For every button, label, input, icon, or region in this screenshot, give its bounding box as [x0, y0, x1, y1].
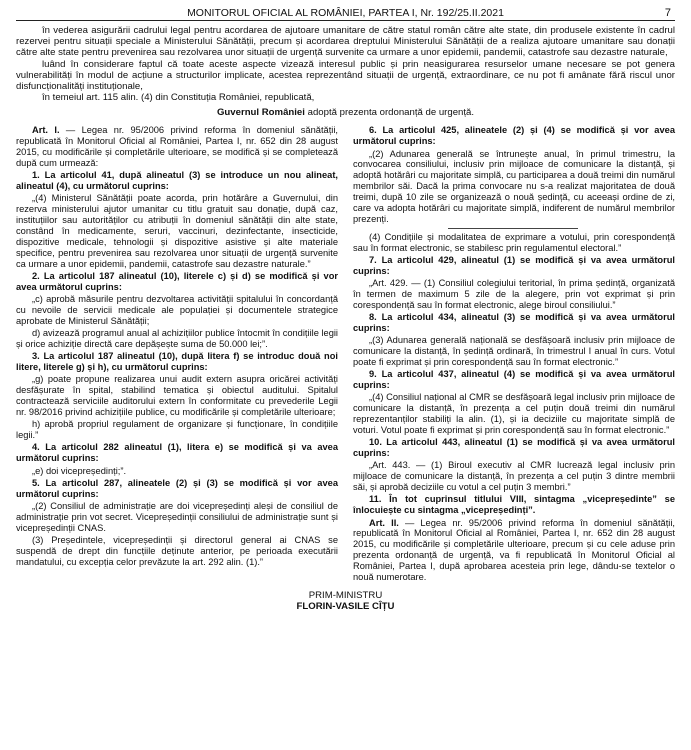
paragraph [16, 419, 338, 441]
government-statement [16, 107, 675, 119]
paragraph [353, 149, 675, 225]
intro-paragraph: luând în considerare faptul că toate aceste aspecte vizează interesul public și prin neasigurarea resurselor umane necesare se pot genera vulnerabilități în modul de acțiune a structurilor implicate, acestea reprezentând situații de urgență, extraordinare, ce nu pot fi amânate fără riscul unor disfuncționalități instituționale, [16, 58, 675, 93]
paragraph-text: „Art. 429. — (1) Consiliul colegiului teritorial, în prima ședință, organizată în termen de maximum 5 zile de la alegere, prin vot exprimat și prin corespondență sau în format electronic, alege biroul consiliului.” [353, 278, 675, 310]
paragraph [16, 478, 338, 500]
paragraph-bold: 8. La articolul 434, alineatul (3) se modifică și va avea următorul cuprins: [353, 312, 675, 334]
paragraph-bold: 1. La articolul 41, după alineatul (3) se introduce un nou alineat, alineatul (4), cu următorul cuprins: [16, 170, 338, 192]
right-column-part-a [353, 125, 675, 224]
intro-paragraph: în temeiul art. 115 alin. (4) din Constituția României, republicată, [42, 92, 315, 104]
header-title: MONITORUL OFICIAL AL ROMÂNIEI, PARTEA I, Nr. 192/25.II.2021 [187, 7, 504, 19]
intro-paragraph: în vederea asigurării cadrului legal pentru acordarea de ajutoare umanitare de către statul român către alte state, din produsele existente în cadrul rezervei pentru situații speciale a Ministerului Sănătății, precum și acordarea dreptului Ministerului Sănătății de a realiza ajutoare umanitare sau donații către alte state pentru prevenirea sau rezolvarea unor situații de urgență survenite ca urmare a unor epidemii, pandemii, catastrofe sau dezastre naturale, [16, 25, 675, 59]
paragraph-text: h) aprobă propriul regulament de organizare și funcționare, în condițiile legii.” [16, 419, 338, 441]
paragraph [353, 335, 675, 368]
paragraph [353, 494, 675, 516]
signature-name: FLORIN-VASILE CÎȚU [296, 601, 395, 613]
separator-rule [448, 228, 578, 229]
paragraph-text: „g) poate propune realizarea unui audit extern asupra oricărei activități desfășurate în spital, stabilind tematica și obiectul auditului. Spitalul contractează serviciile auditorului extern în conformitate cu prevederile Legii nr. 98/2016 privind achizițiile publice, cu modificările și completările ulterioare; [16, 374, 338, 418]
government-statement-text: adoptă prezenta ordonanță de urgență. [304, 107, 475, 119]
paragraph [353, 312, 675, 334]
page-number: 7 [664, 7, 671, 19]
right-column [353, 125, 675, 584]
two-column-body [16, 125, 675, 584]
paragraph-text: „(4) Ministerul Sănătății poate acorda, prin hotărâre a Guvernului, din rezerva ministerului ajutor umanitar cu titlu gratuit sau donație, după caz, instituțiilor sau autorităților cu atribuții în domeniul sănătății din alte state, constând în medicamente, seruri, vaccinuri, dezinfectante, insecticide, dispozitive medicale, tehnologii și dispozitive asistive și alte materiale specifice, pentru prevenirea sau rezolvarea unor situații de urgență survenite ca urmare a unor epidemii, pandemii, catastrofe sau dezastre naturale.” [16, 193, 338, 269]
paragraph [16, 351, 338, 373]
paragraph [16, 294, 338, 327]
paragraph-bold: 6. La articolul 425, alineatele (2) și (4) se modifică și vor avea următorul cuprins: [353, 125, 675, 147]
paragraph-bold: Art. II. [369, 517, 399, 528]
paragraph [16, 170, 338, 192]
paragraph [16, 328, 338, 350]
paragraph-text: „(3) Adunarea generală națională se desfășoară inclusiv prin mijloace de comunicare la distanță, în ședință ordinară, în trimestrul I anual în curs. Votul poate fi exprimat și prin corespondență sau în format electronic.” [353, 335, 675, 368]
paragraph [16, 271, 338, 293]
paragraph-bold: 4. La articolul 282 alineatul (1), litera e) se modifică și va avea următorul cuprins: [16, 442, 338, 464]
right-column-part-b [353, 232, 675, 583]
page-header [16, 6, 675, 21]
paragraph-text: „c) aprobă măsurile pentru dezvoltarea activității spitalului în concordanță cu nevoile de servicii medicale ale populației și documentele strategice aprobate de Ministerul Sănătății; [16, 294, 338, 327]
paragraph-bold: 7. La articolul 429, alineatul (1) se modifică și va avea următorul cuprins: [353, 254, 675, 276]
signature-role: PRIM-MINISTRU [308, 590, 383, 602]
paragraph [353, 392, 675, 436]
intro-section [16, 25, 675, 103]
paragraph-bold: 9. La articolul 437, alineatul (4) se modifică și va avea următorul cuprins: [353, 369, 675, 391]
paragraph [16, 442, 338, 464]
paragraph [16, 466, 338, 477]
paragraph-bold: 10. La articolul 443, alineatul (1) se modifică și va avea următorul cuprins: [353, 437, 675, 459]
paragraph [353, 125, 675, 147]
paragraph [353, 255, 675, 277]
paragraph-text: „(2) Adunarea generală se întrunește anual, în primul trimestru, la convocarea consiliului, inclusiv prin mijloace de comunicare la distanță, și adoptă hotărâri cu majoritate simplă, cu participarea a două treimi din numărul membrilor săi. Dacă la prima convocare nu s-a realizat majoritatea de două treimi, după 10 zile se organizează o nouă ședință, cu aceeași ordine de zi, care va adopta hotărâri cu majoritate simplă, indiferent de numărul membrilor prezenți. [353, 148, 675, 224]
paragraph-text: „(2) Consiliul de administrație are doi vicepreședinți aleși de consiliul de administrație prin vot secret. Vicepreședinții consiliului de administrație sunt și vicepreședinții CNAS. [16, 500, 338, 533]
paragraph-text: d) avizează programul anual al achizițiilor publice întocmit în condițiile legii și orice achiziție directă care depășește suma de 50.000 lei;”. [16, 328, 338, 350]
paragraph [353, 278, 675, 311]
paragraph [16, 125, 338, 169]
signature-block [16, 590, 675, 612]
paragraph [353, 369, 675, 391]
paragraph-text: (4) Condițiile și modalitatea de exprimare a votului, prin corespondență sau în format electronic, se stabilesc prin regulamentul electoral.” [353, 231, 675, 253]
paragraph-text: (3) Președintele, vicepreședinții și directorul general ai CNAS se suspendă de drept din funcțiile deținute anterior, pe perioada executării mandatului, cu excepția celor prevăzute la art. 292 alin. (1).” [16, 534, 338, 567]
paragraph-text: — Legea nr. 95/2006 privind reforma în domeniul sănătății, republicată în Monitorul Oficial al României, Partea I, nr. 652 din 28 august 2015, cu modificările și completările ulterioare, precum și cu cele aduse prin prezenta ordonanță de urgență, va fi republicată în Monitorul Oficial al României, Partea I, după aprobarea acesteia prin lege, dându-se textelor o nouă numerotare. [353, 517, 676, 583]
paragraph [16, 501, 338, 534]
paragraph-text: „Art. 443. — (1) Biroul executiv al CMR lucrează legal inclusiv prin mijloace de comunicare la distanță, în prezența a cel puțin 3 dintre membrii săi, și aprobă deciziile cu votul a cel puțin 3 membri.” [353, 460, 675, 493]
paragraph-bold: 5. La articolul 287, alineatele (2) și (3) se modifică și vor avea următorul cuprins: [16, 477, 338, 499]
paragraph [353, 437, 675, 459]
left-column [16, 125, 338, 584]
paragraph-bold: Art. I. [32, 125, 60, 136]
paragraph [353, 518, 675, 583]
paragraph-text: „e) doi vicepreședinți;”. [32, 465, 127, 476]
paragraph [16, 193, 338, 269]
paragraph-bold: 3. La articolul 187 alineatul (10), după litera f) se introduc două noi litere, literele g) și h), cu următorul cuprins: [16, 351, 338, 373]
paragraph [353, 232, 675, 254]
paragraph-text: „(4) Consiliul național al CMR se desfășoară legal inclusiv prin mijloace de comunicare la distanță, în prezența a cel puțin două treimi din numărul reprezentanților stabiliți la alin. (1), și ia deciziile cu majoritate simplă de voturi. Votul poate fi exprimat și prin corespondență sau în format electronic.” [353, 392, 675, 436]
paragraph [353, 460, 675, 493]
paragraph [16, 374, 338, 418]
government-name: Guvernul României [216, 107, 305, 119]
paragraph-text: — Legea nr. 95/2006 privind reforma în domeniul sănătății, republicată în Monitorul Oficial al României, Partea I, nr. 652 din 28 august 2015, cu modificările și completările ulterioare, se modifică și se completează după cum urmează: [16, 125, 338, 169]
paragraph-bold: 2. La articolul 187 alineatul (10), literele c) și d) se modifică și vor avea următorul cuprins: [16, 271, 338, 292]
paragraph [16, 535, 338, 568]
paragraph-bold: 11. În tot cuprinsul titlului VIII, sintagma „vicepreședinte” se înlocuiește cu sintagma „vicepreședinți”. [353, 494, 675, 516]
